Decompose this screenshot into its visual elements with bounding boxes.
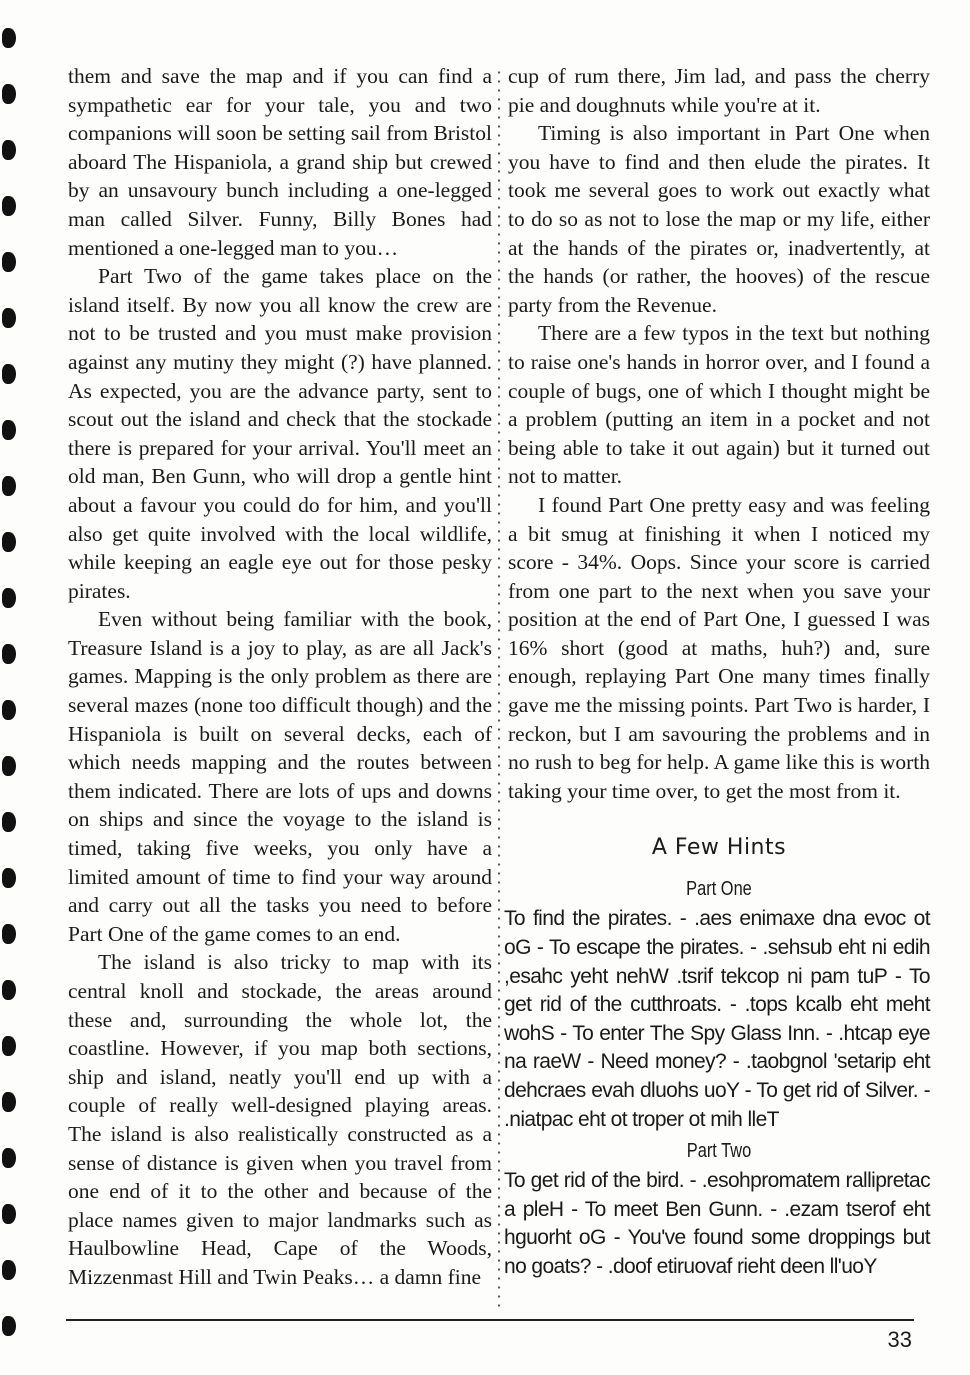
binding-hole — [2, 532, 16, 552]
binding-hole — [2, 1092, 16, 1112]
binding-hole — [2, 196, 16, 216]
binding-hole — [2, 140, 16, 160]
paragraph: cup of rum there, Jim lad, and pass the cherry pie and doughnuts while you're at it. — [508, 64, 930, 117]
binding-hole — [2, 364, 16, 384]
binding-hole — [2, 1148, 16, 1168]
binding-hole — [2, 588, 16, 608]
part-two-heading: Part Two — [686, 1140, 752, 1163]
binding-hole — [2, 84, 16, 104]
paragraph: The island is also tricky to map with its central knoll and stockade, the areas around these and, surrounding the whole lot, the coastline. However, if you map both sections, ship and island, neatly you'll end up with a couple of really well-designed playing areas. The island is also realistically constructed as a sense of distance is given when you travel from one end of it to the other and because of the place names given to major landmarks such as Haulbowline Head, Cape of the Woods, Mizzenmast Hill and Twin Peaks… a damn fine — [68, 950, 492, 1289]
part-one-heading: Part One — [686, 878, 752, 901]
binding-hole — [2, 476, 16, 496]
binding-hole — [2, 700, 16, 720]
part-one-hints: To find the pirates. - .aes enimaxe dna evoc ot oG - To escape the pirates. - .sehsub eht ni edih ,esahc yeht nehW .tsrif tekcop ni pam tuP - To get rid of the cutthroats. - .tops kcalb eht meht wohS - To enter The Spy Glass Inn. - .htcap eye na raeW - Need money? - .taobgnol 'setarip eht dehcraes evah dluohs uoY - To get rid of Silver. - .niatpac eht ot troper ot mih lleT — [504, 907, 930, 1131]
binding-hole — [2, 756, 16, 776]
binding-hole — [2, 1316, 16, 1336]
part-two-hints: To get rid of the bird. - .esohpromatem rallipretac a pleH - To meet Ben Gunn. - .ezam tserof eht hguorht oG - You've found some droppings but no goats? - .doof etiruovaf rieht deen ll'uoY — [504, 1169, 930, 1278]
binding-hole — [2, 1204, 16, 1224]
footer-rule — [66, 1319, 914, 1321]
paragraph: them and save the map and if you can find a sympathetic ear for your tale, you and two companions will soon be setting sail from Bristol aboard The Hispaniola, a grand ship but crewed by an unsavoury bunch including a one-legged man called Silver. Funny, Billy Bones had mentioned a one-legged man to you… — [68, 64, 492, 260]
paragraph: I found Part One pretty easy and was feeling a bit smug at finishing it when I noticed my score - 34%. Oops. Since your score is carried from one part to the next when you save your position at the end of Part One, I guessed I was 16% short (good at maths, huh?) and, sure enough, replaying Part One many times finally gave me the missing points. Part Two is harder, I reckon, but I am savouring the problems and in no rush to beg for help. A game like this is worth taking your time over, to get the most from it. — [508, 492, 930, 803]
hints-heading: A Few Hints — [651, 835, 787, 861]
spiral-binding — [0, 0, 26, 1375]
paragraph: Part Two of the game takes place on the island itself. By now you all know the crew are not to be trusted and you must make provision against any mutiny they might (?) have planned. As expected, you are the advance party, sent to scout out the island and check that the stockade there is prepared for your arrival. You'll meet an old man, Ben Gunn, who will drop a gentle hint about a favour you could do for him, and you'll also get quite involved with the local wildlife, while keeping an eagle eye out for those pesky pirates. — [68, 264, 492, 603]
paragraph: Even without being familiar with the book, Treasure Island is a joy to play, as are all Jack's games. Mapping is the only problem as there are several mazes (none too difficult though) and the Hispaniola is built on several decks, each of which needs mapping and the routes between them indicated. There are lots of ups and downs on ships and since the voyage to the island is timed, taking five weeks, you only have a limited amount of time to find your way around and carry out all the tasks you need to before Part One of the game comes to an end. — [68, 607, 492, 946]
binding-hole — [2, 980, 16, 1000]
binding-hole — [2, 1260, 16, 1280]
paragraph: There are a few typos in the text but nothing to raise one's hands in horror over, and I found a couple of bugs, one of which I thought might be a problem (putting an item in a pocket and not being able to take it out again) but it turned out not to matter. — [508, 321, 930, 489]
left-column — [68, 62, 492, 1292]
binding-hole — [2, 812, 16, 832]
paragraph: Timing is also important in Part One when you have to find and then elude the pirates. It took me several goes to work out exactly what to do so as not to lose the map or my life, either at the hands of the pirates or, inadvertently, at the hands (or rather, the hooves) of the rescue party from the Revenue. — [508, 121, 930, 317]
binding-hole — [2, 644, 16, 664]
binding-hole — [2, 28, 16, 48]
binding-hole — [2, 420, 16, 440]
right-column — [504, 62, 930, 1282]
page-number: 33 — [887, 1327, 912, 1352]
column-divider — [497, 68, 501, 1308]
binding-hole — [2, 308, 16, 328]
binding-hole — [2, 868, 16, 888]
binding-hole — [2, 252, 16, 272]
binding-hole — [2, 924, 16, 944]
binding-hole — [2, 1036, 16, 1056]
